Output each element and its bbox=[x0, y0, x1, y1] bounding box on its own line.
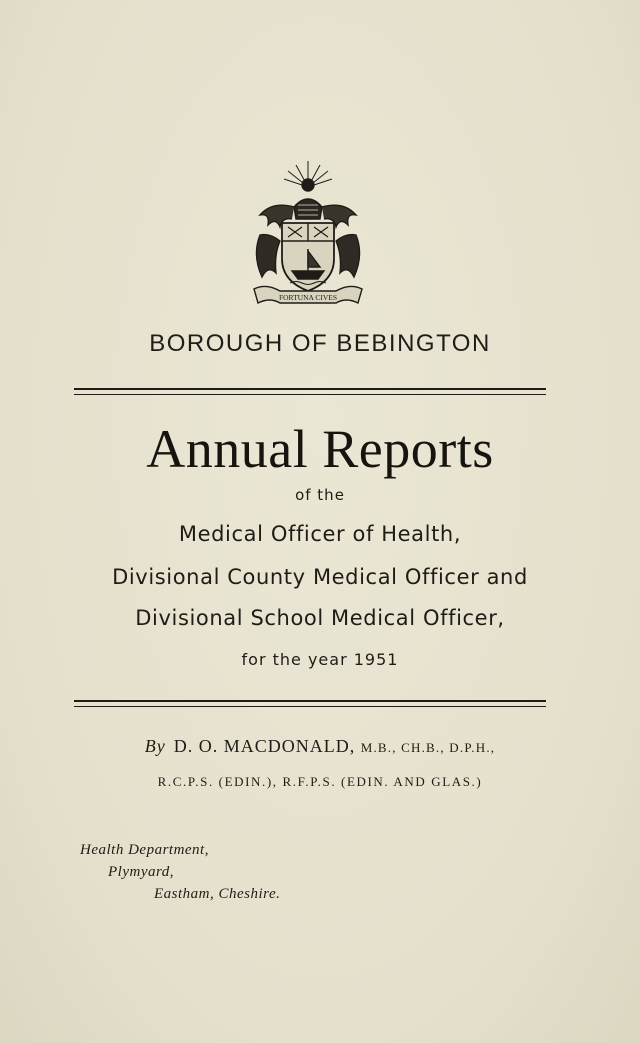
borough-coat-of-arms-icon bbox=[246, 155, 370, 310]
report-title: Annual Reports bbox=[146, 419, 494, 479]
title-of-the: of the bbox=[295, 486, 345, 504]
author-name: D. O. MACDONALD, bbox=[173, 736, 356, 756]
author-qualifications-1: M.B., CH.B., D.P.H., bbox=[360, 740, 496, 755]
author-by: By bbox=[144, 736, 166, 756]
report-year: for the year 1951 bbox=[241, 650, 399, 669]
title-line-3: Divisional School Medical Officer, bbox=[135, 606, 505, 630]
borough-name: BOROUGH OF BEBINGTON bbox=[149, 330, 491, 357]
address-line-3: Eastham, Cheshire. bbox=[154, 886, 281, 902]
crest-motto: FORTUNA CIVES bbox=[278, 293, 338, 302]
bottom-divider bbox=[74, 700, 546, 707]
author-line bbox=[0, 736, 640, 757]
address-line-1: Health Department, bbox=[80, 842, 209, 858]
title-line-2: Divisional County Medical Officer and bbox=[112, 565, 528, 589]
address-line-2: Plymyard, bbox=[108, 864, 175, 880]
author-qualifications-2: R.C.P.S. (EDIN.), R.F.P.S. (EDIN. AND GLAS.) bbox=[157, 774, 483, 789]
top-divider bbox=[74, 388, 546, 395]
title-line-1: Medical Officer of Health, bbox=[178, 522, 462, 546]
